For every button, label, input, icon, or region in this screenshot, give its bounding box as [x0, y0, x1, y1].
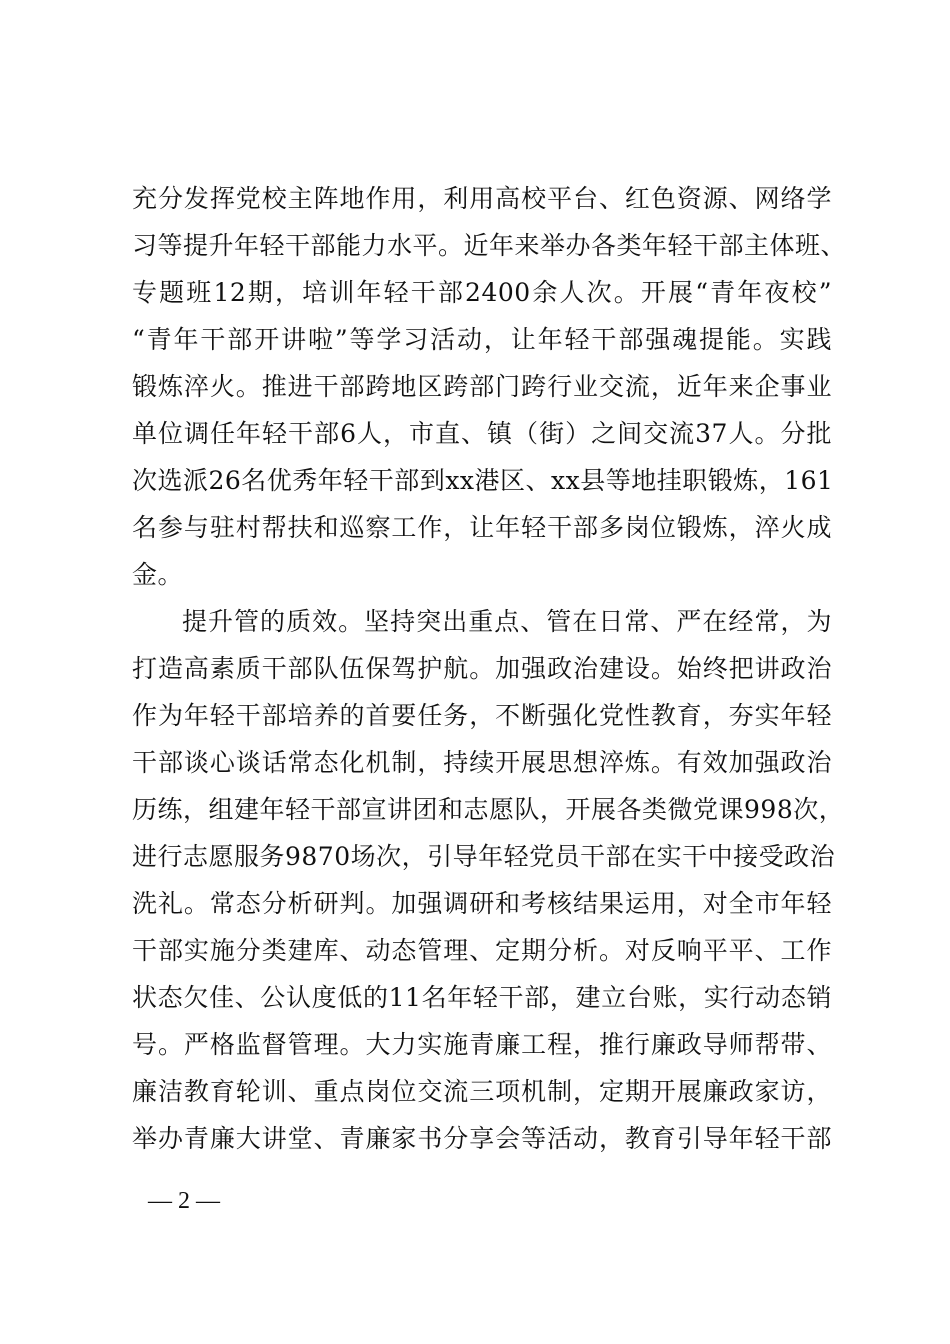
document-body	[132, 175, 847, 1162]
text-line: 洗礼。常态分析研判。加强调研和考核结果运用，对全市年轻	[132, 889, 832, 918]
paragraph	[132, 598, 845, 1162]
text-line: 专题班12期，培训年轻干部2400余人次。开展“青年夜校”	[132, 278, 832, 307]
paragraph	[132, 175, 847, 598]
text-line: 号。严格监督管理。大力实施青廉工程，推行廉政导师帮带、	[132, 1030, 832, 1059]
text-line: 廉洁教育轮训、重点岗位交流三项机制，定期开展廉政家访，	[132, 1077, 832, 1106]
text-line: 金。	[132, 560, 184, 589]
text-line: 锻炼淬火。推进干部跨地区跨部门跨行业交流，近年来企事业	[132, 372, 832, 401]
text-line: 单位调任年轻干部6人，市直、镇（街）之间交流37人。分批	[132, 419, 832, 448]
text-line: 打造高素质干部队伍保驾护航。加强政治建设。始终把讲政治	[132, 654, 832, 683]
text-line: “青年干部开讲啦”等学习活动，让年轻干部强魂提能。实践	[132, 325, 832, 354]
text-line: 干部实施分类建库、动态管理、定期分析。对反响平平、工作	[132, 936, 832, 965]
text-line: 历练，组建年轻干部宣讲团和志愿队，开展各类微党课998次，	[132, 795, 845, 824]
text-line: 充分发挥党校主阵地作用，利用高校平台、红色资源、网络学	[132, 184, 832, 213]
text-line: 干部谈心谈话常态化机制，持续开展思想淬炼。有效加强政治	[132, 748, 832, 777]
text-line: 进行志愿服务9870场次，引导年轻党员干部在实干中接受政治	[132, 842, 836, 871]
page-number: — 2 —	[148, 1188, 220, 1214]
text-line: 提升管的质效。坚持突出重点、管在日常、严在经常，为	[182, 607, 832, 636]
text-line: 次选派26名优秀年轻干部到xx港区、xx县等地挂职锻炼，161	[132, 466, 834, 495]
text-line: 名参与驻村帮扶和巡察工作，让年轻干部多岗位锻炼，淬火成	[132, 513, 832, 542]
text-line: 状态欠佳、公认度低的11名年轻干部，建立台账，实行动态销	[132, 983, 832, 1012]
text-line: 举办青廉大讲堂、青廉家书分享会等活动，教育引导年轻干部	[132, 1124, 832, 1153]
text-line: 作为年轻干部培养的首要任务，不断强化党性教育，夯实年轻	[132, 701, 832, 730]
text-line: 习等提升年轻干部能力水平。近年来举办各类年轻干部主体班、	[132, 231, 847, 260]
